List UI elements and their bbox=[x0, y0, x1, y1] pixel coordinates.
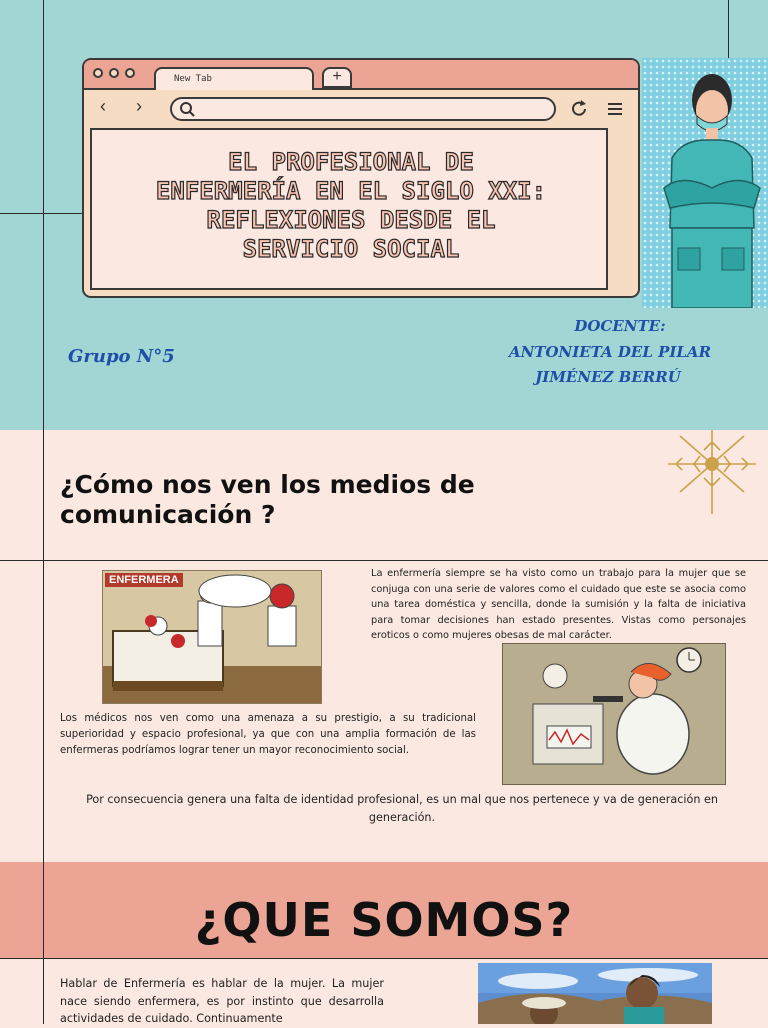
reload-icon bbox=[568, 98, 590, 120]
menu-icon bbox=[606, 100, 624, 118]
browser-window bbox=[82, 58, 640, 298]
heading-line: ¿Cómo nos ven los medios de bbox=[60, 470, 475, 499]
new-tab-button: + bbox=[322, 67, 352, 88]
vertical-rule bbox=[43, 0, 44, 1024]
horizontal-rule bbox=[0, 560, 768, 561]
cartoon-scene-icon bbox=[503, 644, 725, 784]
title-line: ENFERMERÍA EN EL SIGLO XXI: bbox=[155, 177, 547, 205]
browser-tab: New Tab bbox=[154, 67, 314, 90]
cartoon-scene-icon bbox=[103, 571, 321, 703]
cartoon-nurse-image bbox=[102, 570, 322, 704]
media-conclusion: Por consecuencia genera una falta de identidad profesional, es un mal que nos pertenece y va de generación en generación. bbox=[86, 793, 718, 824]
search-icon bbox=[178, 99, 198, 119]
docente-label: DOCENTE: bbox=[574, 317, 666, 335]
cartoon-caption: ENFERMERA bbox=[105, 573, 183, 587]
title-line: SERVICIO SOCIAL bbox=[242, 235, 460, 263]
group-label: Grupo N°5 bbox=[68, 346, 175, 367]
media-paragraph-left: Los médicos nos ven como una amenaza a su prestigio, a su tradicional superioridad y espacio profesional, ya que con una amplia formación de las enfermeras podríamos lograr tener un mayor reconocimiento social. bbox=[60, 713, 476, 756]
vertical-rule bbox=[728, 0, 729, 58]
address-bar bbox=[170, 97, 556, 121]
forward-arrow-icon: › bbox=[136, 96, 142, 116]
nurses-photo bbox=[478, 963, 712, 1024]
nurse-figure-icon bbox=[642, 58, 768, 308]
somos-heading: ¿QUE SOMOS? bbox=[194, 893, 574, 947]
docente-name: ANTONIETA DEL PILAR bbox=[508, 343, 712, 361]
photo-scene-icon bbox=[478, 963, 712, 1024]
media-paragraph-right: La enfermería siempre se ha visto como un trabajo para la mujer que se conjuga con una serie de valores como el cuidado que este se asocia como una tarea doméstica y sencilla, donde la sumisión y la falta de iniciativa para tomar decisiones han estado presentes. Vistas como personajes eroticos o como mujeres obesas de mal carácter. bbox=[371, 568, 746, 641]
horizontal-rule bbox=[0, 958, 768, 959]
cartoon-syringe-image bbox=[502, 643, 726, 785]
nurse-illustration bbox=[642, 58, 768, 308]
browser-content bbox=[90, 128, 608, 290]
title-line: EL PROFESIONAL DE bbox=[228, 148, 474, 176]
docente-surname: JIMÉNEZ BERRÚ bbox=[535, 368, 681, 386]
snowflake-icon bbox=[656, 430, 756, 518]
title-line: REFLEXIONES DESDE EL bbox=[206, 206, 496, 234]
window-minimize-dot bbox=[109, 68, 119, 78]
somos-paragraph: Hablar de Enfermería es hablar de la mujer. La mujer nace siendo enfermera, es por instinto que desarrolla actividades de cuidado. Continuamente bbox=[60, 977, 384, 1025]
back-arrow-icon: ‹ bbox=[100, 96, 106, 116]
window-close-dot bbox=[93, 68, 103, 78]
window-maximize-dot bbox=[125, 68, 135, 78]
horizontal-rule bbox=[0, 213, 82, 214]
heading-line: comunicación ? bbox=[60, 500, 276, 529]
page-title bbox=[92, 148, 610, 264]
section-heading bbox=[60, 470, 475, 530]
